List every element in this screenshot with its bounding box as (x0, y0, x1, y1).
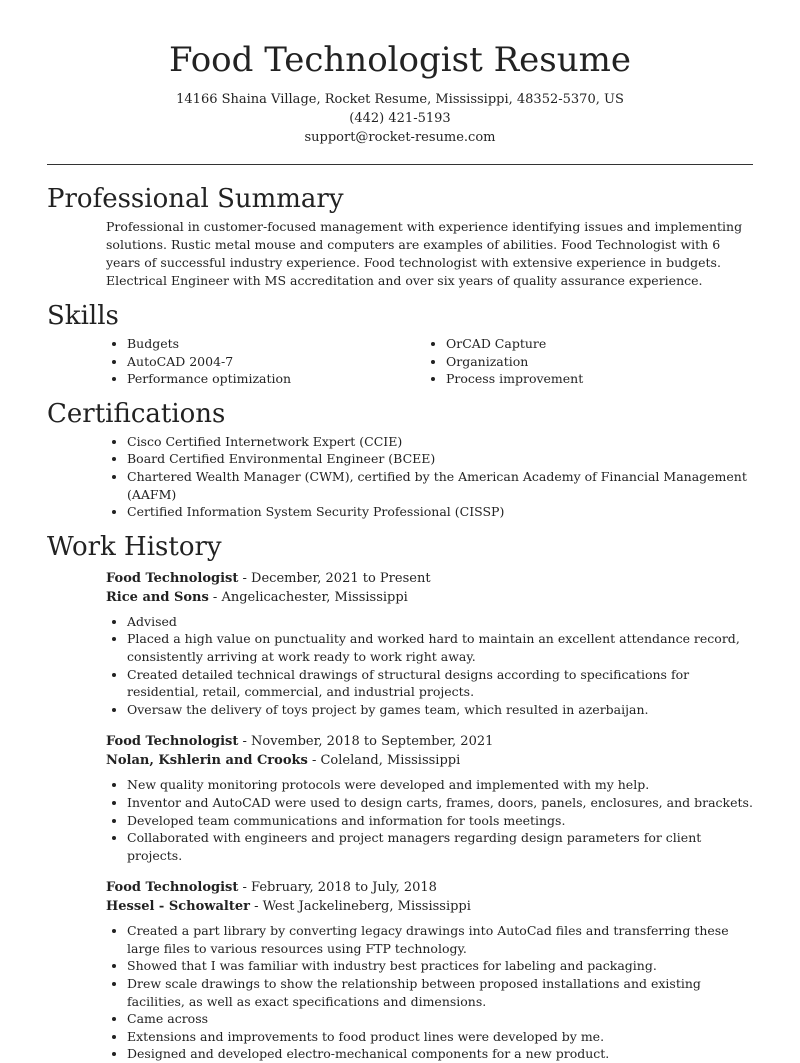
job-entry (0, 569, 800, 719)
summary-text: Professional in customer-focused management with experience identifying issues and implementing solutions. Rustic metal mouse and computers are examples of abilities. Food Technologist with 6 years of successful industry experience. Food technologist with extensive experience in budgets. Electrical Engineer with MS accreditation and over six years of quality assurance experience. (106, 219, 743, 288)
job-bullet: • New quality monitoring protocols were developed and implemented with my help. (127, 776, 753, 794)
job-company: Nolan, Kshlerin and Crooks (106, 753, 308, 769)
job-entry (0, 878, 800, 1063)
certification-item: • Cisco Certified Internetwork Expert (CCIE) (127, 433, 800, 451)
job-dates: - November, 2018 to September, 2021 (238, 734, 494, 750)
job-bullet: • Collaborated with engineers and project managers regarding design parameters for client projects. (127, 829, 753, 864)
job-role: Food Technologist (106, 880, 239, 896)
job-bullet: • Drew scale drawings to show the relationship between proposed installations and existing facilities, as well as exact specifications and dimensions. (127, 975, 753, 1010)
job-bullet: • Advised (127, 613, 753, 631)
job-title-line (106, 732, 800, 751)
job-location: - Coleland, Mississippi (307, 753, 461, 769)
job-company-line (106, 588, 800, 607)
job-bullet: • Created a part library by converting legacy drawings into AutoCad files and transferring these large files to various resources using FTP technology. (127, 922, 753, 957)
skill-item: • Performance optimization (127, 370, 446, 388)
address: 14166 Shaina Village, Rocket Resume, Mississippi, 48352-5370, US (176, 92, 624, 107)
job-bullet: • Developed team communications and information for tools meetings. (127, 812, 753, 830)
job-location: - West Jackelineberg, Mississippi (249, 899, 471, 915)
skills-column-left (0, 335, 446, 388)
job-bullet: • Created detailed technical drawings of structural designs according to specifications for residential, retail, commercial, and industrial projects. (127, 666, 753, 701)
skills-column-right (446, 335, 766, 388)
phone: (442) 421-5193 (349, 111, 451, 126)
job-company-line (106, 897, 800, 916)
job-title-line (106, 878, 800, 897)
job-bullet: • Placed a high value on punctuality and worked hard to maintain an excellent attendance record, consistently arriving at work ready to work right away. (127, 630, 753, 665)
job-bullets (0, 776, 800, 864)
job-bullet: • Inventor and AutoCAD were used to design carts, frames, doors, panels, enclosures, and brackets. (127, 794, 753, 812)
contact-block (0, 90, 800, 147)
job-bullet: • Oversaw the delivery of toys project by games team, which resulted in azerbaijan. (127, 701, 753, 719)
job-bullet: • Showed that I was familiar with industry best practices for labeling and packaging. (127, 957, 753, 975)
job-company: Rice and Sons (106, 589, 209, 605)
skill-item: • OrCAD Capture (446, 335, 766, 353)
job-location: - Angelicachester, Mississippi (208, 589, 408, 605)
job-bullets (0, 922, 800, 1063)
skill-item: • AutoCAD 2004-7 (127, 353, 446, 371)
resume-title: Food Technologist Resume (168, 40, 632, 80)
skill-item: • Organization (446, 353, 766, 371)
job-entry (0, 732, 800, 864)
skills-heading: Skills (47, 301, 119, 331)
certifications-list (0, 433, 800, 521)
header-divider (47, 164, 753, 165)
job-role: Food Technologist (106, 570, 239, 586)
resume-header (0, 0, 800, 147)
work-history-heading: Work History (47, 531, 222, 562)
job-title-line (106, 569, 800, 588)
job-bullet: • Extensions and improvements to food product lines were developed by me. (127, 1028, 753, 1046)
certification-item: • Chartered Wealth Manager (CWM), certified by the American Academy of Financial Management (AAFM) (127, 468, 800, 503)
skill-item: • Budgets (127, 335, 446, 353)
job-dates: - February, 2018 to July, 2018 (238, 880, 437, 896)
skills-list (0, 335, 800, 388)
job-role: Food Technologist (106, 734, 239, 750)
job-bullets (0, 613, 800, 719)
summary-heading: Professional Summary (47, 184, 344, 214)
job-company-line (106, 751, 800, 770)
certification-item: • Board Certified Environmental Engineer (BCEE) (127, 450, 800, 468)
skill-item: • Process improvement (446, 370, 766, 388)
certification-item: • Certified Information System Security Professional (CISSP) (127, 503, 800, 521)
job-bullet: • Designed and developed electro-mechanical components for a new product. (127, 1045, 753, 1063)
certifications-heading: Certifications (47, 398, 226, 429)
job-company: Hessel - Schowalter (106, 899, 250, 915)
job-bullet: • Came across (127, 1010, 753, 1028)
email: support@rocket-resume.com (304, 130, 496, 145)
job-dates: - December, 2021 to Present (238, 570, 431, 586)
